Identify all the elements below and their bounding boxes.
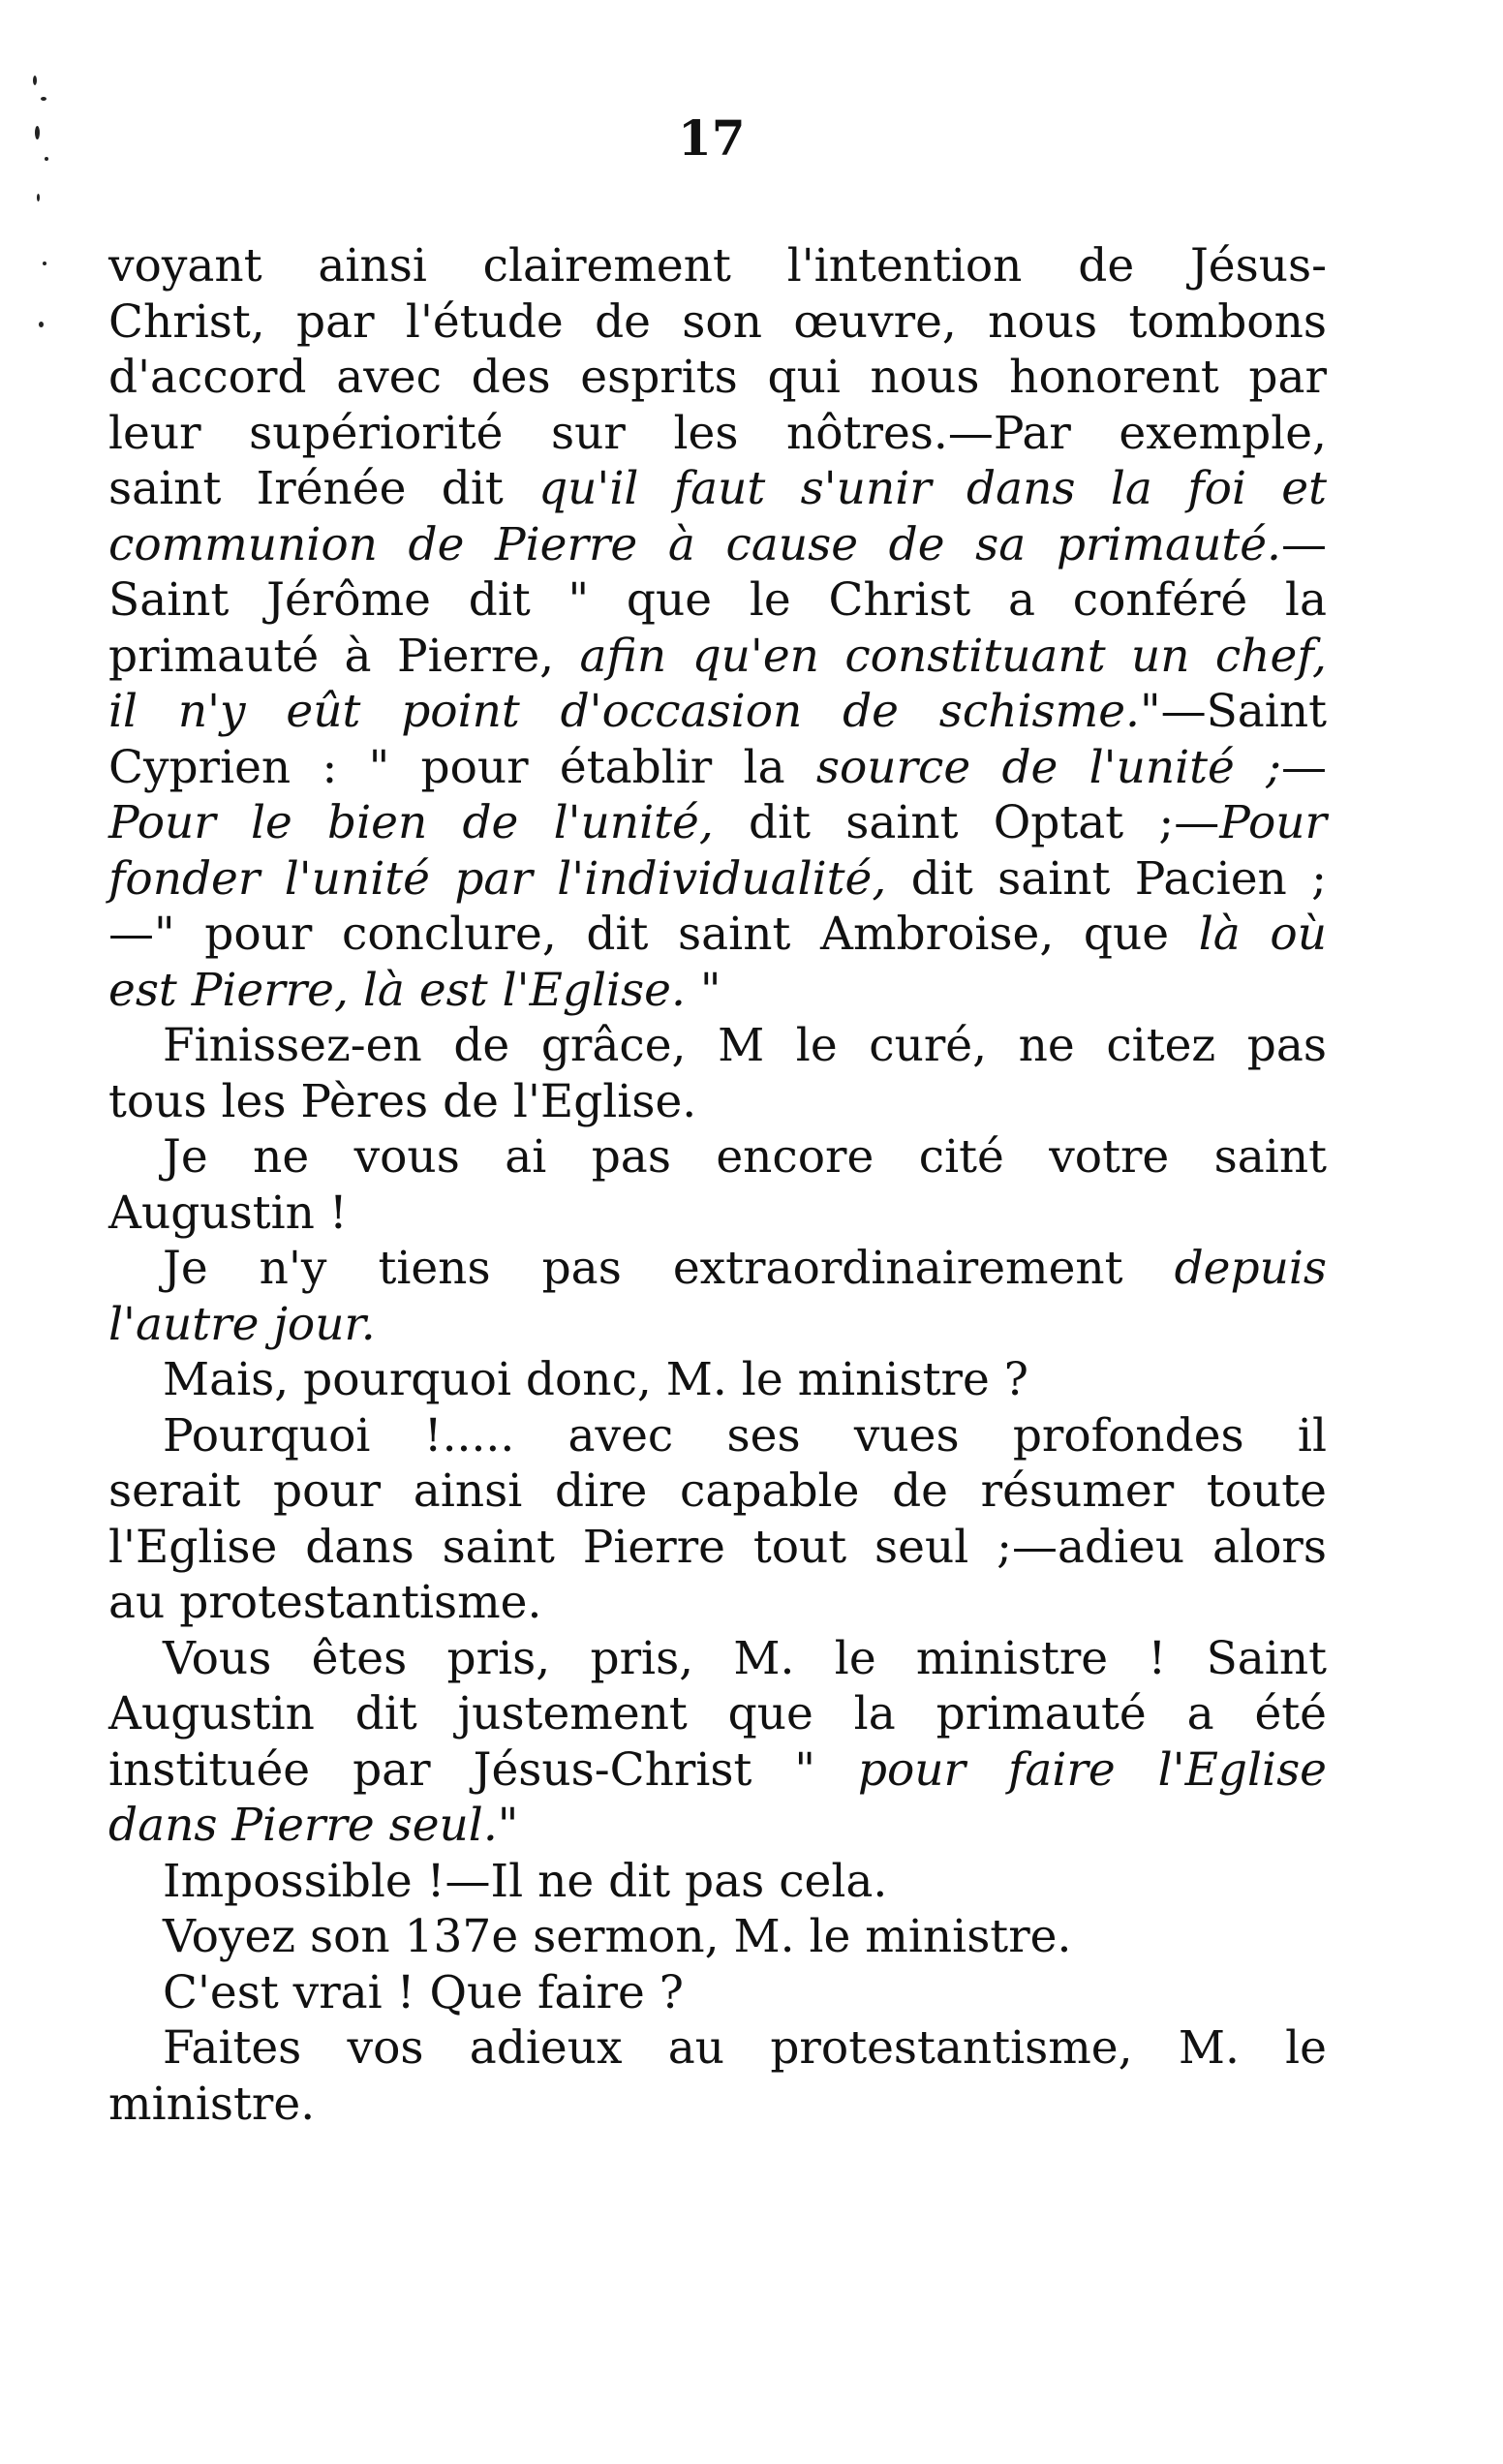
text-segment: Christ, par l'étude de son œuvre, nous tombons (108, 294, 1327, 349)
paragraph (108, 1631, 1327, 1854)
text-segment: leur supériorité sur les nôtres.—Par exemple, (108, 406, 1327, 460)
text-line (108, 795, 1327, 851)
paragraph (108, 1129, 1327, 1241)
italic-segment: il n'y eût point d'occasion de schisme. (108, 685, 1140, 738)
italic-segment: afin qu'en constituant un chef, (579, 629, 1327, 683)
text-segment: —" pour conclure, dit saint Ambroise, que (108, 908, 1199, 961)
italic-segment: qu'il faut s'unir dans la foi et (538, 462, 1328, 515)
text-line (108, 1408, 1327, 1464)
italic-segment: communion de Pierre à cause de sa primauté. (108, 517, 1281, 571)
text-segment: Pourquoi !..... avec ses vues profondes il (163, 1408, 1327, 1463)
text-line (108, 851, 1327, 908)
text-line (108, 1909, 1327, 1965)
text-line (108, 1297, 1327, 1353)
text-line (108, 406, 1327, 462)
text-line (108, 963, 1327, 1019)
text-segment: Je n'y tiens pas extraordinairement (163, 1242, 1175, 1295)
text-line (108, 1965, 1327, 2021)
text-segment: au protestantisme. (108, 1576, 542, 1629)
text-segment: serait pour ainsi dire capable de résumer toute (108, 1464, 1327, 1518)
text-segment: Je ne vous ai pas encore cité votre saint (163, 1130, 1327, 1184)
italic-segment: dans Pierre seul. (108, 1799, 498, 1852)
text-line (108, 1520, 1327, 1576)
text-segment: Cyprien : " pour établir la (108, 740, 816, 794)
italic-segment: là où (1198, 908, 1327, 961)
text-segment: Voyez son 137e sermon, M. le ministre. (163, 1910, 1072, 1963)
text-line (108, 629, 1327, 685)
italic-segment: depuis (1174, 1242, 1327, 1295)
italic-segment: fonder l'unité par l'individualité, (108, 851, 887, 906)
paragraph (108, 2020, 1327, 2132)
text-line (108, 1129, 1327, 1186)
text-line (108, 1798, 1327, 1854)
text-line (108, 1186, 1327, 1242)
italic-segment: Pour le bien de l'unité, (108, 796, 714, 849)
text-line (108, 1241, 1327, 1297)
text-line (108, 2077, 1327, 2133)
text-line (108, 1854, 1327, 1910)
paragraph (108, 1965, 1327, 2021)
text-segment: d'accord avec des esprits qui nous honorent par (108, 351, 1327, 404)
paragraph (108, 1018, 1327, 1129)
text-line (108, 238, 1327, 294)
text-segment: Augustin ! (108, 1186, 348, 1240)
text-segment: C'est vrai ! Que faire ? (163, 1965, 684, 2019)
text-segment: ministre. (108, 2077, 316, 2131)
paragraph (108, 1909, 1327, 1965)
paragraph (108, 1408, 1327, 1631)
text-line (108, 350, 1327, 406)
text-segment: instituée par Jésus-Christ " (108, 1742, 858, 1797)
text-segment: primauté à Pierre, (108, 629, 580, 683)
text-line (108, 1631, 1327, 1687)
text-line (108, 1018, 1327, 1074)
text-line (108, 740, 1327, 796)
text-segment: Vous êtes pris, pris, M. le ministre ! Saint (163, 1631, 1327, 1685)
text-segment: l'Eglise dans saint Pierre tout seul ;—adieu alors (108, 1520, 1327, 1574)
text-segment: — (1281, 740, 1327, 794)
page-number: 17 (678, 109, 746, 167)
text-line (108, 684, 1327, 740)
text-line (108, 2020, 1327, 2077)
text-line (108, 1742, 1327, 1799)
text-line (108, 517, 1327, 573)
text-segment: dit saint Optat ;— (713, 796, 1220, 849)
italic-segment: est Pierre, là est l'Eglise. (108, 963, 686, 1017)
text-segment: Saint Jérôme dit " que le Christ a conféré la (108, 573, 1327, 627)
text-segment: Impossible !—Il ne dit pas cela. (163, 1854, 888, 1908)
italic-segment: source de l'unité ; (815, 740, 1281, 794)
text-segment: Faites vos adieux au protestantisme, M. le (163, 2021, 1327, 2075)
italic-segment: pour faire l'Eglise (857, 1742, 1327, 1797)
paragraph (108, 1854, 1327, 1910)
text-segment: "—Saint (1139, 685, 1327, 738)
italic-segment: Pour (1219, 796, 1327, 849)
paragraph (108, 238, 1327, 1018)
text-segment: tous les Pères de l'Eglise. (108, 1074, 697, 1128)
text-segment: " (497, 1799, 519, 1852)
text-line (108, 1686, 1327, 1742)
text-segment: " (685, 963, 721, 1017)
paragraph (108, 1241, 1327, 1352)
text-segment: saint Irénée dit (108, 462, 539, 515)
text-segment: voyant ainsi clairement l'intention de Jésus- (108, 239, 1327, 293)
text-line (108, 1352, 1327, 1408)
text-line (108, 1575, 1327, 1631)
text-line (108, 1463, 1327, 1520)
paragraph (108, 1352, 1327, 1408)
scan-edge-marks (29, 68, 64, 358)
text-segment: Finissez-en de grâce, M le curé, ne citez pas (163, 1019, 1327, 1072)
body-text (108, 238, 1327, 2132)
text-segment: Augustin dit justement que la primauté a été (108, 1687, 1327, 1740)
text-segment: dit saint Pacien ; (886, 851, 1327, 906)
text-line (108, 572, 1327, 629)
text-line (108, 461, 1327, 517)
text-segment: Mais, pourquoi donc, M. le ministre ? (163, 1353, 1028, 1406)
text-line (108, 1074, 1327, 1130)
italic-segment: l'autre jour. (108, 1297, 376, 1351)
text-line (108, 907, 1327, 963)
text-segment: — (1281, 517, 1327, 571)
text-line (108, 294, 1327, 351)
